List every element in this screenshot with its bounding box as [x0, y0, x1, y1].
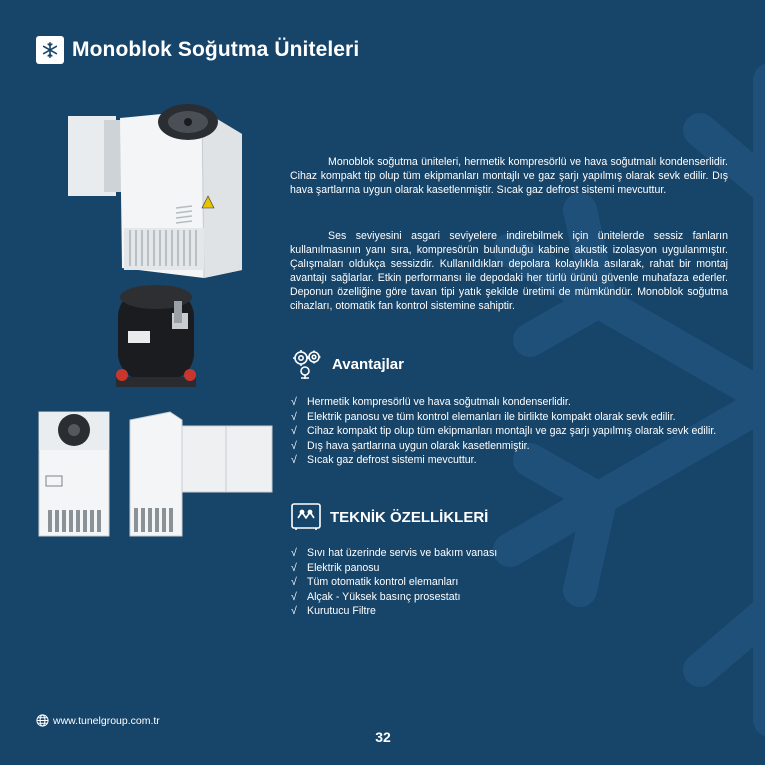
snowflake-icon — [36, 36, 64, 64]
advantages-heading — [290, 347, 404, 381]
unit-front-view-image — [38, 410, 110, 538]
gears-icon — [290, 347, 324, 381]
list-item: √ Kurutucu Filtre — [291, 605, 376, 618]
check-icon: √ — [291, 590, 297, 603]
check-icon: √ — [291, 396, 297, 408]
technical-title: TEKNİK ÖZELLİKLERİ — [330, 508, 489, 526]
page-header — [36, 36, 359, 64]
technical-specs-icon — [290, 502, 322, 532]
list-item: √ Elektrik panosu — [291, 561, 380, 574]
website-text: www.tunelgroup.com.tr — [53, 714, 160, 727]
compressor-image — [112, 283, 200, 395]
list-item: √ Sıcak gaz defrost sistemi mevcuttur. — [291, 454, 477, 467]
technical-heading — [290, 502, 488, 532]
technical-list — [291, 546, 729, 619]
list-item: √ Tüm otomatik kontrol elemanları — [291, 576, 459, 589]
check-icon: √ — [291, 576, 297, 589]
monoblock-unit-image — [68, 100, 244, 280]
check-icon: √ — [291, 605, 297, 618]
list-item: √ Alçak - Yüksek basınç prosestatı — [291, 590, 461, 603]
check-icon: √ — [291, 454, 297, 467]
list-item: √ Dış hava şartlarına uygun olarak kasetlenmiştir. — [291, 439, 530, 452]
list-item: √ Hermetik kompresörlü ve hava soğutmalı kondenserlidir. — [291, 396, 571, 408]
list-item: √ Cihaz kompakt tip olup tüm ekipmanları montajlı ve gaz şarjı yapılmış olarak sevk edilir. — [291, 425, 717, 438]
check-icon: √ — [291, 561, 297, 574]
advantages-title: Avantajlar — [332, 355, 404, 373]
check-icon: √ — [291, 439, 297, 452]
list-item: √ Sıvı hat üzerinde servis ve bakım vanası — [291, 547, 498, 559]
globe-icon — [36, 714, 49, 727]
background-snowflake-icon — [470, 40, 765, 740]
page-title: Monoblok Soğutma Üniteleri — [72, 38, 360, 61]
intro-paragraph-2: Ses seviyesini asgari seviyelere indirebilmek için ünitelerde sessiz fanların kullanılmasının yanı sıra, kompresörün bulunduğu kabine akustik izolasyon uygulanmıştır. Çalışmaları oldukça sessizdir. Kullanıldıkları depolara kolaylıkla asılarak, rahat bir montaj avantajı sağlarlar. Etkin performansı ile depodaki her türlü ürünü güvenle muhafaza ederler. Deponun özelliğine göre tavan tipi yatık şekilde üretimi de mümkündür. Monoblok soğutma cihazları, otomatik fan kontrol sistemine sahiptir. — [290, 230, 728, 312]
list-item: √ Elektrik panosu ve tüm kontrol elemanları ile birlikte kompakt olarak sevk edilir. — [291, 410, 676, 423]
website-link[interactable] — [36, 714, 160, 727]
check-icon: √ — [291, 547, 297, 559]
advantages-list — [291, 395, 729, 468]
intro-paragraph-1: Monoblok soğutma üniteleri, hermetik kompresörlü ve hava soğutmalı kondenserlidir. Cihaz kompakt tip olup tüm ekipmanları montajlı ve gaz şarjı yapılmış olarak sevk edilir. Dış hava şartlarına uygun olarak kasetlenmiştir. Sıcak gaz defrost sistemi mevcuttur. — [290, 156, 728, 196]
check-icon: √ — [291, 425, 297, 438]
page-number: 32 — [375, 729, 391, 745]
unit-side-view-image — [128, 410, 274, 538]
check-icon: √ — [291, 410, 297, 423]
